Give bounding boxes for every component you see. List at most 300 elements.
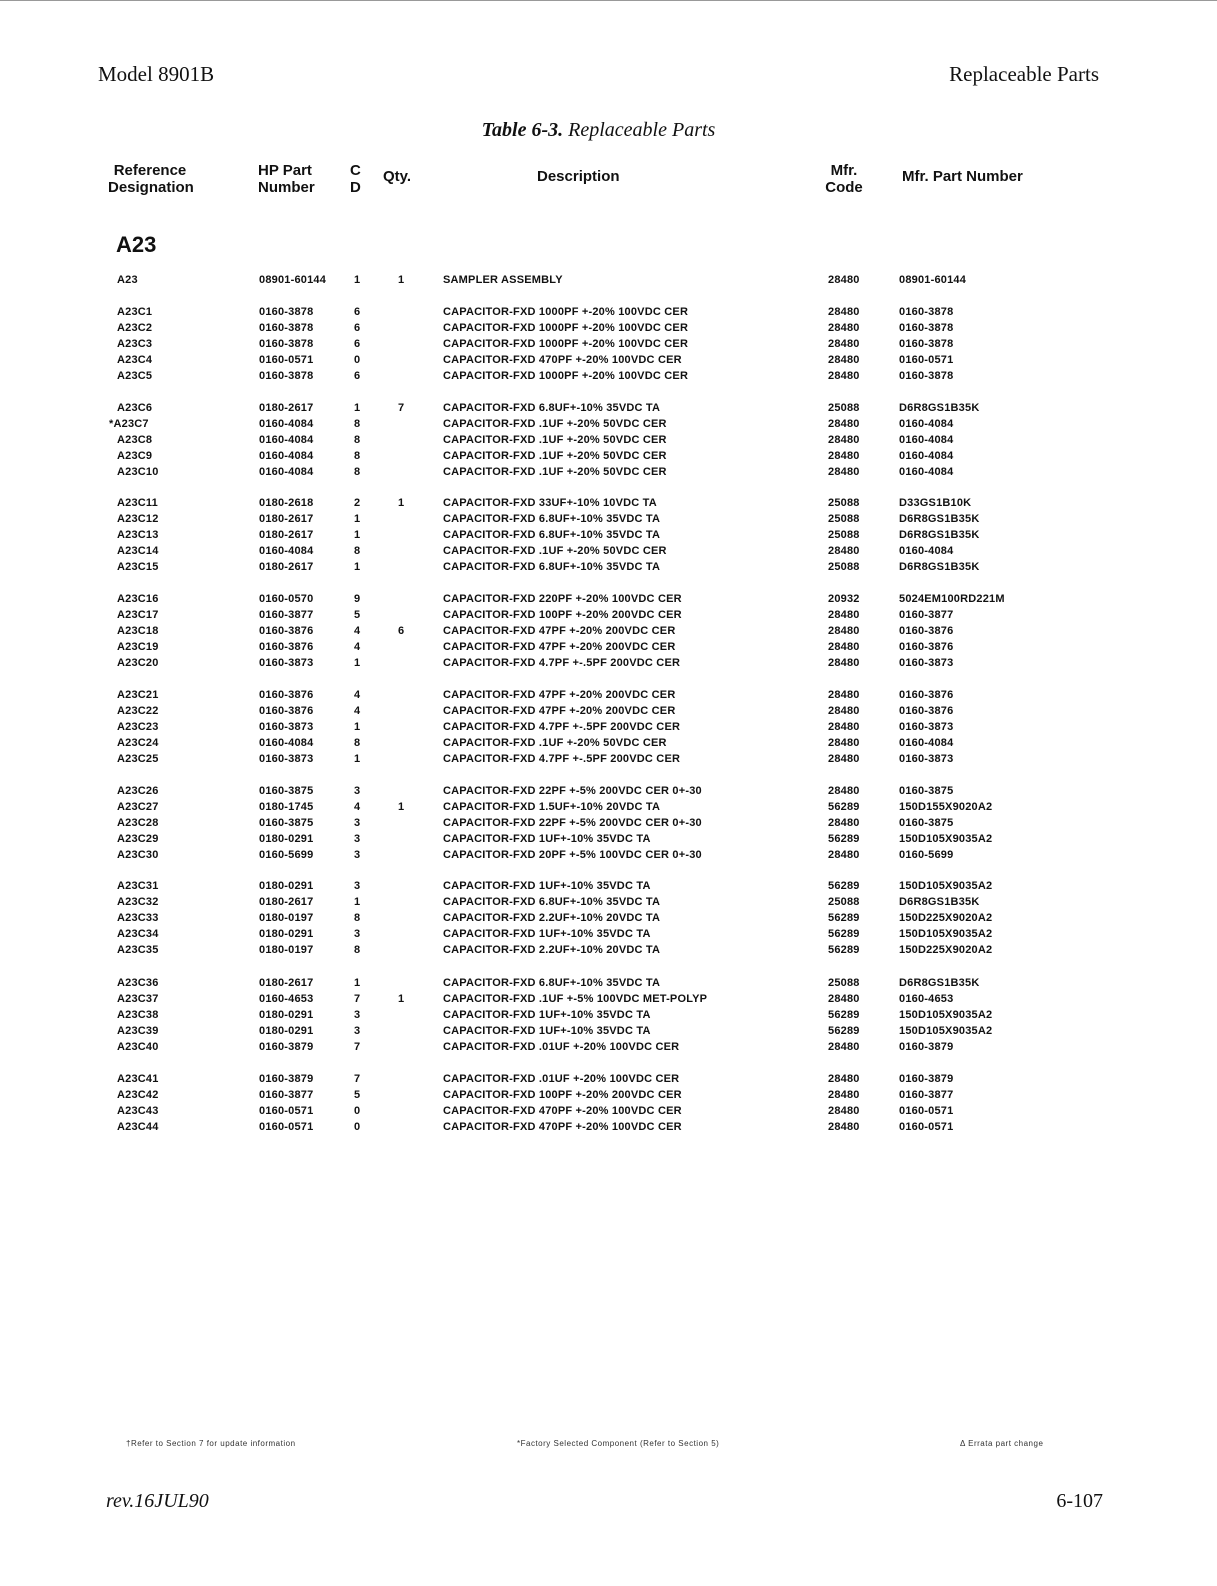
cell-ref-designation: A23C11	[117, 497, 158, 509]
cell-check-digit: 4	[354, 625, 361, 637]
cell-mfr-code: 28480	[828, 466, 860, 478]
cell-hp-part-number: 0160-4084	[259, 737, 314, 749]
cell-check-digit: 2	[354, 497, 361, 509]
cell-check-digit: 4	[354, 801, 361, 813]
cell-hp-part-number: 0160-3875	[259, 817, 314, 829]
cell-hp-part-number: 08901-60144	[259, 274, 327, 286]
cell-ref-designation: A23C42	[117, 1089, 159, 1101]
table-row	[0, 721, 1217, 737]
table-row	[0, 993, 1217, 1009]
cell-check-digit: 4	[354, 689, 361, 701]
cell-mfr-code: 28480	[828, 625, 860, 637]
cell-check-digit: 3	[354, 849, 361, 861]
cell-description: CAPACITOR-FXD 47PF +-20% 200VDC CER	[443, 689, 676, 701]
cell-mfr-code: 28480	[828, 657, 860, 669]
page-number: 6-107	[1056, 1490, 1103, 1512]
cell-mfr-code: 25088	[828, 402, 860, 414]
cell-description: CAPACITOR-FXD 47PF +-20% 200VDC CER	[443, 705, 676, 717]
cell-ref-designation: A23C16	[117, 593, 159, 605]
cell-mfr-part-number: D6R8GS1B35K	[899, 513, 980, 525]
cell-description: CAPACITOR-FXD 1UF+-10% 35VDC TA	[443, 880, 651, 892]
cell-mfr-code: 28480	[828, 370, 860, 382]
cell-description: CAPACITOR-FXD 1UF+-10% 35VDC TA	[443, 833, 651, 845]
table-row	[0, 1073, 1217, 1089]
cell-description: CAPACITOR-FXD 2.2UF+-10% 20VDC TA	[443, 944, 661, 956]
table-row	[0, 593, 1217, 609]
cell-hp-part-number: 0160-3878	[259, 370, 314, 382]
cell-mfr-part-number: 150D105X9035A2	[899, 1025, 993, 1037]
cell-quantity: 1	[398, 801, 405, 813]
table-row	[0, 977, 1217, 993]
cell-mfr-code: 28480	[828, 785, 860, 797]
cell-mfr-code: 28480	[828, 1105, 860, 1117]
cell-quantity: 1	[398, 497, 405, 509]
cell-hp-part-number: 0160-3873	[259, 721, 314, 733]
cell-mfr-part-number: D6R8GS1B35K	[899, 977, 980, 989]
cell-mfr-code: 25088	[828, 977, 860, 989]
col-header-cd-line2: D	[350, 179, 361, 196]
cell-mfr-part-number: 150D105X9035A2	[899, 880, 993, 892]
cell-mfr-code: 28480	[828, 1073, 860, 1085]
cell-check-digit: 8	[354, 418, 361, 430]
cell-hp-part-number: 0160-3878	[259, 338, 314, 350]
table-row	[0, 354, 1217, 370]
table-row	[0, 609, 1217, 625]
table-row	[0, 641, 1217, 657]
cell-mfr-code: 25088	[828, 529, 860, 541]
cell-check-digit: 1	[354, 721, 361, 733]
cell-description: CAPACITOR-FXD 220PF +-20% 100VDC CER	[443, 593, 682, 605]
cell-quantity: 6	[398, 625, 405, 637]
cell-check-digit: 3	[354, 928, 361, 940]
cell-description: CAPACITOR-FXD .1UF +-20% 50VDC CER	[443, 466, 667, 478]
cell-check-digit: 6	[354, 370, 361, 382]
cell-mfr-part-number: 0160-0571	[899, 354, 954, 366]
cell-mfr-part-number: 0160-3877	[899, 609, 954, 621]
table-row	[0, 849, 1217, 865]
cell-check-digit: 0	[354, 1105, 361, 1117]
table-row	[0, 450, 1217, 466]
cell-mfr-code: 28480	[828, 849, 860, 861]
cell-mfr-code: 28480	[828, 354, 860, 366]
footnote-factory-selected: *Factory Selected Component (Refer to Section 5)	[517, 1439, 720, 1448]
cell-description: CAPACITOR-FXD .01UF +-20% 100VDC CER	[443, 1073, 680, 1085]
cell-description: CAPACITOR-FXD .1UF +-20% 50VDC CER	[443, 434, 667, 446]
cell-mfr-code: 28480	[828, 705, 860, 717]
cell-quantity: 1	[398, 274, 405, 286]
cell-description: CAPACITOR-FXD 1UF+-10% 35VDC TA	[443, 928, 651, 940]
cell-description: CAPACITOR-FXD 1UF+-10% 35VDC TA	[443, 1009, 651, 1021]
cell-description: CAPACITOR-FXD .01UF +-20% 100VDC CER	[443, 1041, 680, 1053]
cell-check-digit: 0	[354, 1121, 361, 1133]
cell-check-digit: 5	[354, 609, 361, 621]
cell-hp-part-number: 0160-4084	[259, 434, 314, 446]
cell-hp-part-number: 0180-2617	[259, 529, 314, 541]
cell-mfr-part-number: 0160-4084	[899, 466, 954, 478]
table-row	[0, 801, 1217, 817]
table-row	[0, 322, 1217, 338]
cell-mfr-code: 28480	[828, 450, 860, 462]
cell-mfr-part-number: 0160-3877	[899, 1089, 954, 1101]
cell-ref-designation: A23C28	[117, 817, 159, 829]
cell-hp-part-number: 0180-0291	[259, 928, 314, 940]
cell-hp-part-number: 0160-0570	[259, 593, 314, 605]
cell-hp-part-number: 0160-3877	[259, 1089, 314, 1101]
cell-mfr-part-number: 0160-4653	[899, 993, 954, 1005]
cell-mfr-code: 25088	[828, 561, 860, 573]
cell-check-digit: 0	[354, 354, 361, 366]
cell-hp-part-number: 0160-4653	[259, 993, 314, 1005]
cell-mfr-code: 28480	[828, 306, 860, 318]
cell-mfr-part-number: 0160-3878	[899, 338, 954, 350]
cell-mfr-part-number: D33GS1B10K	[899, 497, 972, 509]
cell-mfr-code: 28480	[828, 737, 860, 749]
cell-mfr-code: 56289	[828, 928, 860, 940]
cell-check-digit: 8	[354, 737, 361, 749]
cell-description: CAPACITOR-FXD 22PF +-5% 200VDC CER 0+-30	[443, 817, 702, 829]
cell-ref-designation: A23C21	[117, 689, 159, 701]
cell-check-digit: 6	[354, 338, 361, 350]
table-row	[0, 1105, 1217, 1121]
cell-hp-part-number: 0180-0291	[259, 1009, 314, 1021]
cell-check-digit: 6	[354, 322, 361, 334]
cell-check-digit: 1	[354, 402, 361, 414]
table-row	[0, 497, 1217, 513]
cell-description: CAPACITOR-FXD 6.8UF+-10% 35VDC TA	[443, 977, 661, 989]
cell-ref-designation: A23C38	[117, 1009, 159, 1021]
cell-mfr-part-number: 0160-3878	[899, 306, 954, 318]
cell-check-digit: 1	[354, 274, 361, 286]
cell-hp-part-number: 0160-3878	[259, 322, 314, 334]
cell-mfr-part-number: 5024EM100RD221M	[899, 593, 1005, 605]
cell-check-digit: 1	[354, 513, 361, 525]
cell-mfr-part-number: 0160-3878	[899, 322, 954, 334]
cell-description: CAPACITOR-FXD 20PF +-5% 100VDC CER 0+-30	[443, 849, 702, 861]
cell-mfr-part-number: 0160-5699	[899, 849, 954, 861]
cell-mfr-code: 28480	[828, 545, 860, 557]
cell-description: CAPACITOR-FXD 4.7PF +-.5PF 200VDC CER	[443, 753, 681, 765]
table-row	[0, 912, 1217, 928]
cell-check-digit: 6	[354, 306, 361, 318]
table-row	[0, 1025, 1217, 1041]
cell-mfr-part-number: 0160-4084	[899, 737, 954, 749]
cell-mfr-code: 56289	[828, 880, 860, 892]
cell-mfr-part-number: 0160-4084	[899, 450, 954, 462]
cell-mfr-part-number: 0160-3878	[899, 370, 954, 382]
table-row	[0, 466, 1217, 482]
cell-mfr-code: 56289	[828, 801, 860, 813]
table-row	[0, 306, 1217, 322]
cell-check-digit: 1	[354, 529, 361, 541]
cell-ref-designation: A23C29	[117, 833, 159, 845]
cell-mfr-code: 28480	[828, 1121, 860, 1133]
cell-description: CAPACITOR-FXD 6.8UF+-10% 35VDC TA	[443, 561, 661, 573]
table-row	[0, 513, 1217, 529]
table-row	[0, 705, 1217, 721]
cell-hp-part-number: 0160-3878	[259, 306, 314, 318]
cell-check-digit: 5	[354, 1089, 361, 1101]
col-header-reference-line1: Reference	[113, 162, 187, 179]
cell-mfr-part-number: 150D105X9035A2	[899, 1009, 993, 1021]
cell-ref-designation: A23C39	[117, 1025, 159, 1037]
cell-quantity: 7	[398, 402, 405, 414]
cell-ref-designation: A23C19	[117, 641, 159, 653]
cell-ref-designation: A23C27	[117, 801, 159, 813]
cell-ref-designation: A23C35	[117, 944, 159, 956]
cell-check-digit: 8	[354, 545, 361, 557]
cell-ref-designation: *A23C7	[109, 418, 149, 430]
cell-ref-designation: A23C2	[117, 322, 153, 334]
cell-ref-designation: A23C44	[117, 1121, 159, 1133]
cell-check-digit: 3	[354, 833, 361, 845]
cell-hp-part-number: 0160-4084	[259, 418, 314, 430]
col-header-cd-line1: C	[350, 162, 361, 179]
cell-mfr-part-number: 0160-4084	[899, 418, 954, 430]
cell-hp-part-number: 0180-0197	[259, 912, 314, 924]
table-row	[0, 1089, 1217, 1105]
cell-ref-designation: A23C6	[117, 402, 153, 414]
table-row	[0, 753, 1217, 769]
cell-mfr-code: 25088	[828, 513, 860, 525]
cell-hp-part-number: 0180-2617	[259, 402, 314, 414]
table-row	[0, 833, 1217, 849]
cell-ref-designation: A23C13	[117, 529, 159, 541]
cell-description: CAPACITOR-FXD 6.8UF+-10% 35VDC TA	[443, 896, 661, 908]
cell-ref-designation: A23C15	[117, 561, 159, 573]
cell-check-digit: 3	[354, 817, 361, 829]
cell-description: CAPACITOR-FXD 33UF+-10% 10VDC TA	[443, 497, 657, 509]
col-header-mfr-line1: Mfr.	[830, 162, 858, 179]
cell-quantity: 1	[398, 993, 405, 1005]
cell-description: CAPACITOR-FXD .1UF +-20% 50VDC CER	[443, 737, 667, 749]
cell-ref-designation: A23C32	[117, 896, 159, 908]
cell-mfr-part-number: 0160-3879	[899, 1041, 954, 1053]
cell-hp-part-number: 0160-0571	[259, 354, 314, 366]
table-row	[0, 338, 1217, 354]
cell-hp-part-number: 0160-5699	[259, 849, 314, 861]
cell-mfr-code: 28480	[828, 609, 860, 621]
cell-description: CAPACITOR-FXD 470PF +-20% 100VDC CER	[443, 354, 682, 366]
cell-hp-part-number: 0180-2617	[259, 513, 314, 525]
cell-mfr-code: 25088	[828, 497, 860, 509]
cell-description: CAPACITOR-FXD 2.2UF+-10% 20VDC TA	[443, 912, 661, 924]
table-row	[0, 274, 1217, 290]
cell-ref-designation: A23C9	[117, 450, 153, 462]
cell-hp-part-number: 0160-3873	[259, 753, 314, 765]
footnote-update-info: †Refer to Section 7 for update information	[126, 1439, 296, 1448]
revision-date: rev.16JUL90	[106, 1490, 209, 1512]
cell-mfr-part-number: 0160-3873	[899, 657, 954, 669]
cell-hp-part-number: 0180-0291	[259, 833, 314, 845]
col-header-description: Description	[537, 168, 620, 185]
cell-hp-part-number: 0180-2617	[259, 896, 314, 908]
cell-mfr-part-number: 0160-0571	[899, 1121, 954, 1133]
cell-mfr-part-number: D6R8GS1B35K	[899, 561, 980, 573]
cell-hp-part-number: 0160-4084	[259, 450, 314, 462]
cell-hp-part-number: 0160-3876	[259, 625, 314, 637]
cell-hp-part-number: 0160-3876	[259, 705, 314, 717]
cell-mfr-part-number: 150D225X9020A2	[899, 912, 993, 924]
cell-mfr-part-number: 0160-3876	[899, 641, 954, 653]
cell-mfr-part-number: 0160-3876	[899, 689, 954, 701]
cell-description: CAPACITOR-FXD 470PF +-20% 100VDC CER	[443, 1105, 682, 1117]
cell-check-digit: 4	[354, 641, 361, 653]
cell-description: CAPACITOR-FXD 6.8UF+-10% 35VDC TA	[443, 402, 661, 414]
cell-mfr-code: 28480	[828, 338, 860, 350]
cell-description: CAPACITOR-FXD 100PF +-20% 200VDC CER	[443, 1089, 682, 1101]
table-row	[0, 657, 1217, 673]
table-row	[0, 545, 1217, 561]
table-row	[0, 434, 1217, 450]
cell-check-digit: 8	[354, 912, 361, 924]
cell-mfr-part-number: 0160-4084	[899, 545, 954, 557]
cell-ref-designation: A23C34	[117, 928, 159, 940]
cell-check-digit: 1	[354, 896, 361, 908]
cell-ref-designation: A23C31	[117, 880, 159, 892]
cell-mfr-part-number: 0160-3873	[899, 753, 954, 765]
cell-check-digit: 1	[354, 561, 361, 573]
cell-check-digit: 3	[354, 785, 361, 797]
cell-hp-part-number: 0160-3879	[259, 1073, 314, 1085]
cell-description: CAPACITOR-FXD .1UF +-20% 50VDC CER	[443, 545, 667, 557]
cell-description: CAPACITOR-FXD 6.8UF+-10% 35VDC TA	[443, 513, 661, 525]
cell-check-digit: 8	[354, 434, 361, 446]
cell-mfr-code: 25088	[828, 896, 860, 908]
cell-ref-designation: A23C40	[117, 1041, 159, 1053]
cell-mfr-code: 28480	[828, 689, 860, 701]
cell-description: CAPACITOR-FXD 1UF+-10% 35VDC TA	[443, 1025, 651, 1037]
table-row	[0, 1121, 1217, 1137]
cell-ref-designation: A23C33	[117, 912, 159, 924]
cell-description: CAPACITOR-FXD 100PF +-20% 200VDC CER	[443, 609, 682, 621]
cell-mfr-part-number: D6R8GS1B35K	[899, 896, 980, 908]
cell-description: CAPACITOR-FXD 6.8UF+-10% 35VDC TA	[443, 529, 661, 541]
cell-ref-designation: A23C8	[117, 434, 153, 446]
table-row	[0, 785, 1217, 801]
cell-hp-part-number: 0180-0291	[259, 880, 314, 892]
cell-hp-part-number: 0160-4084	[259, 466, 314, 478]
cell-mfr-code: 20932	[828, 593, 860, 605]
cell-hp-part-number: 0160-3875	[259, 785, 314, 797]
col-header-hp-line1: HP Part	[258, 162, 312, 179]
cell-hp-part-number: 0160-3876	[259, 689, 314, 701]
cell-hp-part-number: 0160-3879	[259, 1041, 314, 1053]
cell-mfr-part-number: 0160-3876	[899, 705, 954, 717]
table-row	[0, 370, 1217, 386]
cell-hp-part-number: 0160-0571	[259, 1121, 314, 1133]
cell-mfr-code: 28480	[828, 993, 860, 1005]
cell-ref-designation: A23C25	[117, 753, 159, 765]
cell-mfr-code: 56289	[828, 912, 860, 924]
cell-check-digit: 1	[354, 657, 361, 669]
cell-mfr-code: 28480	[828, 274, 860, 286]
cell-ref-designation: A23C26	[117, 785, 159, 797]
cell-hp-part-number: 0180-0197	[259, 944, 314, 956]
cell-ref-designation: A23C17	[117, 609, 159, 621]
cell-mfr-code: 28480	[828, 322, 860, 334]
cell-mfr-part-number: D6R8GS1B35K	[899, 529, 980, 541]
cell-ref-designation: A23C24	[117, 737, 159, 749]
cell-ref-designation: A23C4	[117, 354, 153, 366]
cell-description: CAPACITOR-FXD 4.7PF +-.5PF 200VDC CER	[443, 721, 681, 733]
cell-check-digit: 9	[354, 593, 361, 605]
cell-mfr-code: 28480	[828, 418, 860, 430]
cell-mfr-code: 56289	[828, 1009, 860, 1021]
cell-description: CAPACITOR-FXD 1000PF +-20% 100VDC CER	[443, 370, 689, 382]
cell-mfr-part-number: 0160-3875	[899, 817, 954, 829]
col-header-hp-line2: Number	[258, 179, 315, 196]
table-row	[0, 418, 1217, 434]
cell-check-digit: 1	[354, 977, 361, 989]
cell-mfr-code: 28480	[828, 753, 860, 765]
cell-hp-part-number: 0160-0571	[259, 1105, 314, 1117]
cell-ref-designation: A23C20	[117, 657, 159, 669]
assembly-section-title: A23	[116, 232, 157, 257]
col-header-qty: Qty.	[383, 168, 412, 185]
cell-mfr-part-number: 150D105X9035A2	[899, 833, 993, 845]
cell-mfr-code: 28480	[828, 1041, 860, 1053]
cell-mfr-part-number: 150D155X9020A2	[899, 801, 993, 813]
table-row	[0, 1041, 1217, 1057]
model-header: Model 8901B	[98, 62, 215, 86]
table-row	[0, 880, 1217, 896]
cell-mfr-code: 28480	[828, 721, 860, 733]
cell-check-digit: 3	[354, 1025, 361, 1037]
table-row	[0, 737, 1217, 753]
cell-description: SAMPLER ASSEMBLY	[443, 274, 563, 286]
cell-mfr-part-number: 0160-3873	[899, 721, 954, 733]
cell-mfr-part-number: 0160-3876	[899, 625, 954, 637]
cell-description: CAPACITOR-FXD 4.7PF +-.5PF 200VDC CER	[443, 657, 681, 669]
cell-check-digit: 3	[354, 1009, 361, 1021]
table-row	[0, 561, 1217, 577]
table-row	[0, 944, 1217, 960]
cell-check-digit: 8	[354, 466, 361, 478]
col-header-mfr-line2: Code	[825, 179, 863, 196]
cell-ref-designation: A23	[117, 274, 138, 286]
cell-mfr-code: 56289	[828, 833, 860, 845]
cell-mfr-code: 56289	[828, 944, 860, 956]
cell-ref-designation: A23C43	[117, 1105, 159, 1117]
cell-mfr-part-number: 0160-4084	[899, 434, 954, 446]
cell-description: CAPACITOR-FXD .1UF +-20% 50VDC CER	[443, 450, 667, 462]
cell-ref-designation: A23C30	[117, 849, 159, 861]
cell-ref-designation: A23C23	[117, 721, 159, 733]
cell-mfr-part-number: 0160-0571	[899, 1105, 954, 1117]
cell-description: CAPACITOR-FXD 1.5UF+-10% 20VDC TA	[443, 801, 661, 813]
table-row	[0, 817, 1217, 833]
cell-description: CAPACITOR-FXD 22PF +-5% 200VDC CER 0+-30	[443, 785, 702, 797]
cell-hp-part-number: 0160-3876	[259, 641, 314, 653]
cell-mfr-code: 56289	[828, 1025, 860, 1037]
cell-ref-designation: A23C22	[117, 705, 159, 717]
cell-check-digit: 7	[354, 1041, 361, 1053]
cell-ref-designation: A23C12	[117, 513, 159, 525]
cell-mfr-code: 28480	[828, 434, 860, 446]
cell-ref-designation: A23C5	[117, 370, 153, 382]
cell-check-digit: 3	[354, 880, 361, 892]
cell-ref-designation: A23C1	[117, 306, 153, 318]
cell-mfr-code: 28480	[828, 641, 860, 653]
table-row	[0, 1009, 1217, 1025]
cell-mfr-part-number: 0160-3879	[899, 1073, 954, 1085]
cell-description: CAPACITOR-FXD .1UF +-5% 100VDC MET-POLYP	[443, 993, 708, 1005]
cell-hp-part-number: 0160-3877	[259, 609, 314, 621]
cell-ref-designation: A23C18	[117, 625, 159, 637]
section-header: Replaceable Parts	[949, 62, 1099, 86]
cell-hp-part-number: 0180-2617	[259, 561, 314, 573]
cell-description: CAPACITOR-FXD 47PF +-20% 200VDC CER	[443, 625, 676, 637]
